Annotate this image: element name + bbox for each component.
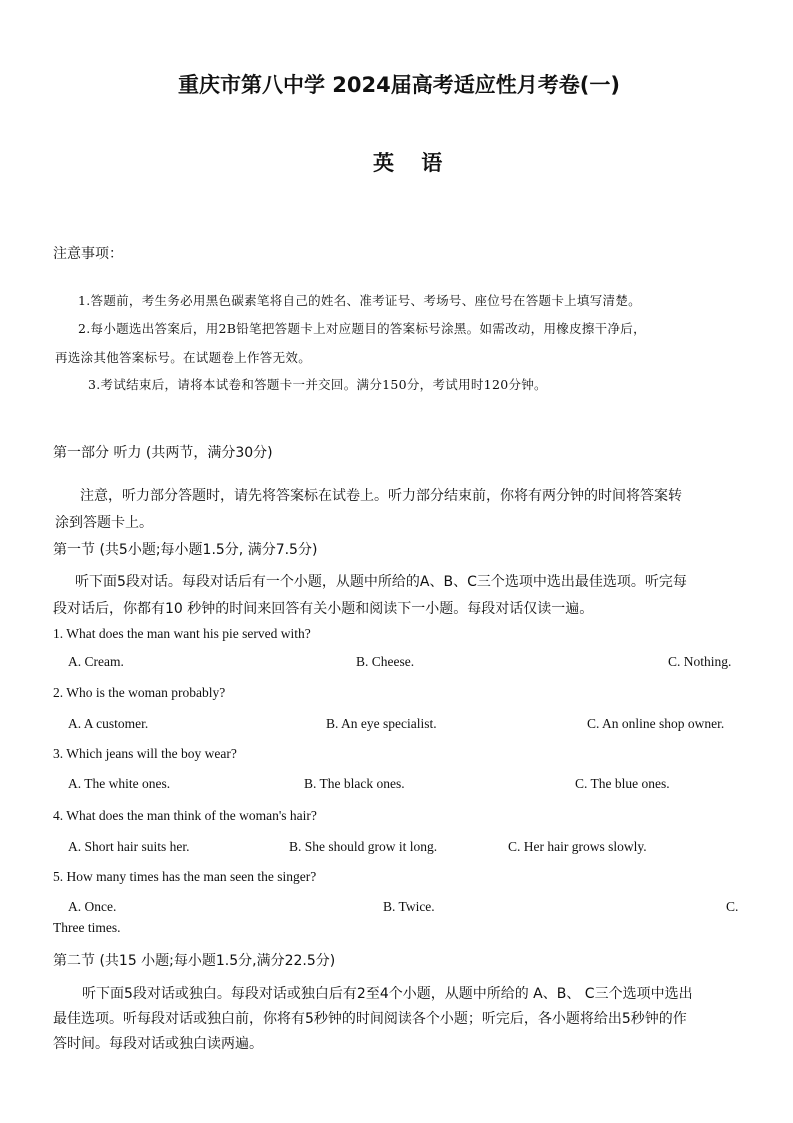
question-3: 3. Which jeans will the boy wear? [53, 746, 237, 761]
question-1-option-b: B. Cheese. [356, 654, 415, 669]
section1-intro-line1: 听下面5段对话。每段对话后有一个小题，从题中所给的A、B、C三个选项中选出最佳选项。听完每 [75, 574, 687, 590]
section2-intro-line2: 最佳选项。听每段对话或独白前，你将有5秒钟的时间阅读各个小题；听完后，各小题将给出5秒钟的作 [53, 1011, 687, 1027]
question-1: 1. What does the man want his pie served with? [53, 626, 311, 641]
subject-title: 英 语 [373, 151, 453, 175]
question-4: 4. What does the man think of the woman's hair? [53, 808, 317, 823]
question-5-option-c-continued: Three times. [53, 920, 121, 935]
section2-intro-line1: 听下面5段对话或独白。每段对话或独白后有2至4个小题，从题中所给的 A、B、 C三个选项中选出 [82, 986, 693, 1002]
section1-intro-line2: 段对话后，你都有10 秒钟的时间来回答有关小题和阅读下一小题。每段对话仅读一遍。 [53, 601, 594, 617]
question-3-option-b: B. The black ones. [304, 776, 405, 791]
notice-item-3: 3.考试结束后，请将本试卷和答题卡一并交回。满分150分，考试用时120分钟。 [88, 377, 547, 392]
question-1-option-c: C. Nothing. [668, 654, 732, 669]
question-5-option-c: C. [726, 899, 739, 914]
notice-item-2: 2.每小题选出答案后，用2B铅笔把答题卡上对应题目的答案标号涂黑。如需改动，用橡皮擦干净后， [78, 321, 646, 336]
question-2-option-c: C. An online shop owner. [587, 716, 725, 731]
question-5-option-b: B. Twice. [383, 899, 435, 914]
question-4-option-c: C. Her hair grows slowly. [508, 839, 647, 854]
question-4-option-b: B. She should grow it long. [289, 839, 438, 854]
notice-item-1: 1.答题前，考生务必用黑色碳素笔将自己的姓名、准考证号、考场号、座位号在答题卡上填写清楚。 [78, 293, 641, 308]
question-1-option-a: A. Cream. [68, 654, 124, 669]
question-5: 5. How many times has the man seen the singer? [53, 869, 317, 884]
section1-heading: 第一节 (共5小题;每小题1.5分, 满分7.5分) [53, 542, 318, 558]
question-2: 2. Who is the woman probably? [53, 685, 226, 700]
section2-intro-line3: 答时间。每段对话或独白读两遍。 [53, 1036, 263, 1052]
question-3-option-a: A. The white ones. [68, 776, 171, 791]
question-2-option-a: A. A customer. [68, 716, 149, 731]
notice-item-2-cont: 再选涂其他答案标号。在试题卷上作答无效。 [55, 350, 312, 365]
question-2-option-b: B. An eye specialist. [326, 716, 437, 731]
notice-heading: 注意事项： [53, 246, 123, 262]
question-5-option-a: A. Once. [68, 899, 117, 914]
question-4-option-a: A. Short hair suits her. [68, 839, 190, 854]
part1-heading: 第一部分 听力 (共两节，满分30分) [53, 445, 273, 461]
question-3-option-c: C. The blue ones. [575, 776, 670, 791]
exam-title: 重庆市第八中学 2024届高考适应性月考卷(一) [178, 73, 620, 97]
section2-heading: 第二节 (共15 小题;每小题1.5分,满分22.5分) [53, 953, 336, 969]
part1-instruction-line2: 涂到答题卡上。 [55, 515, 153, 531]
part1-instruction-line1: 注意，听力部分答题时，请先将答案标在试卷上。听力部分结束前，你将有两分钟的时间将答案转 [80, 488, 682, 504]
